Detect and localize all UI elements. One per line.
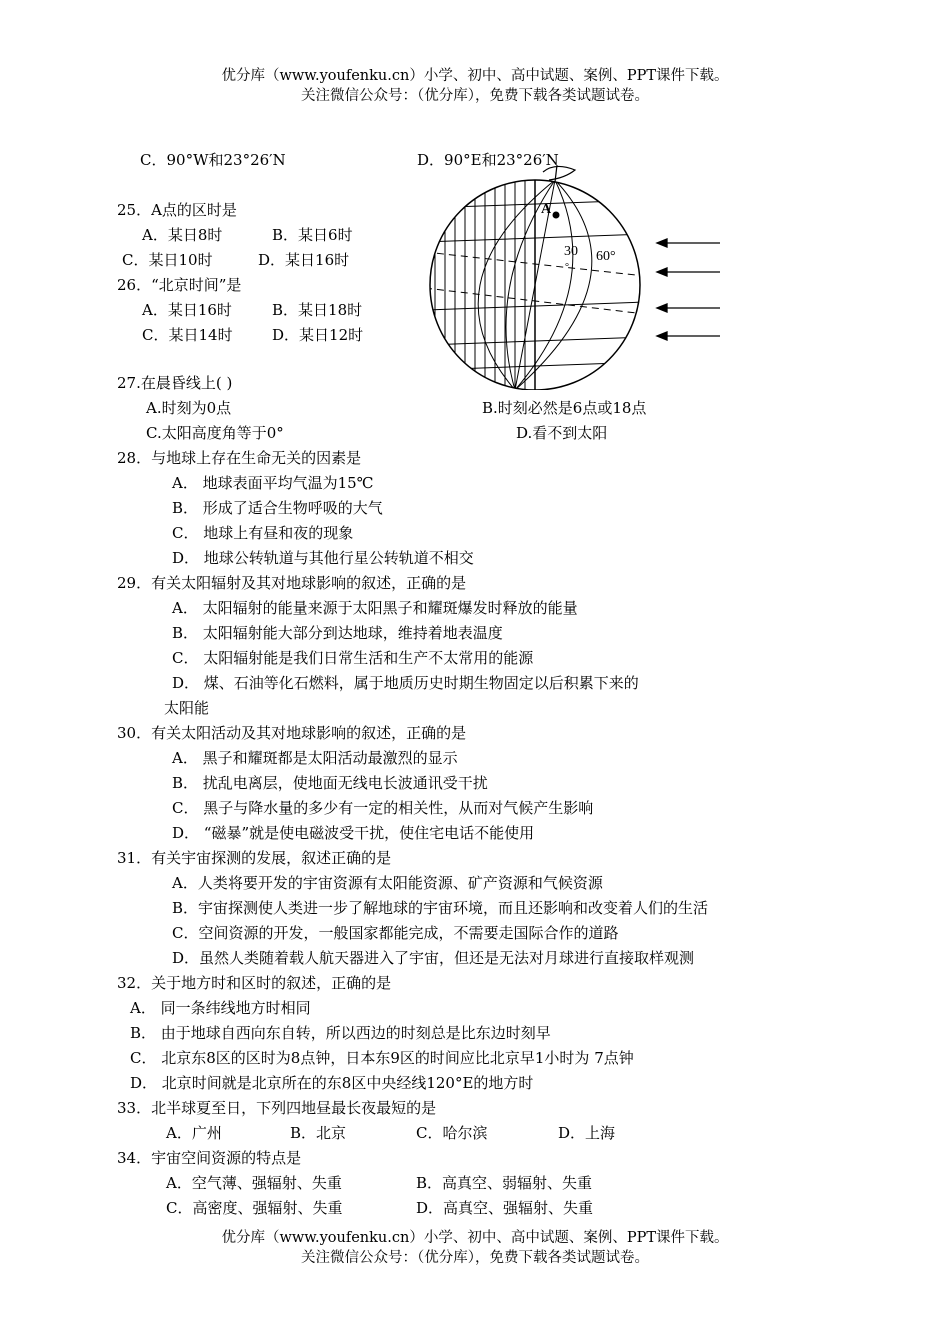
q27-option-c: C.太阳高度角等于0° — [146, 424, 284, 442]
q27-stem: 27.在晨昏线上( ) — [117, 374, 233, 392]
q32-stem: 32．关于地方时和区时的叙述，正确的是 — [117, 974, 392, 992]
q29-option-b: B． 太阳辐射能大部分到达地球，维持着地表温度 — [172, 624, 503, 642]
q29-option-c: C． 太阳辐射能是我们日常生活和生产不太常用的能源 — [172, 649, 534, 667]
q26-stem: 26．“北京时间”是 — [117, 276, 242, 294]
q30-option-c: C． 黑子与降水量的多少有一定的相关性，从而对气候产生影响 — [172, 799, 594, 817]
point-a-label: A — [541, 202, 552, 217]
q25-option-d: D．某日16时 — [258, 251, 350, 269]
rotation-arrow — [543, 166, 575, 180]
q29-stem: 29．有关太阳辐射及其对地球影响的叙述，正确的是 — [117, 574, 467, 592]
q26-option-c: C．某日14时 — [142, 326, 233, 344]
q26-option-b: B．某日18时 — [272, 301, 363, 319]
q32-option-d: D． 北京时间就是北京所在的东8区中央经线120°E的地方时 — [130, 1074, 534, 1092]
q31-option-c: C．空间资源的开发，一般国家都能完成，不需要走国际合作的道路 — [172, 924, 619, 942]
q34-option-b: B．高真空、弱辐射、失重 — [416, 1174, 593, 1192]
q32-option-b: B． 由于地球自西向东自转，所以西边的时刻总是比东边时刻早 — [130, 1024, 551, 1042]
q28-option-c: C． 地球上有昼和夜的现象 — [172, 524, 354, 542]
q29-option-d-cont: 太阳能 — [164, 699, 210, 717]
q30-stem: 30．有关太阳活动及其对地球影响的叙述，正确的是 — [117, 724, 467, 742]
q33-stem: 33．北半球夏至日，下列四地昼最长夜最短的是 — [117, 1099, 437, 1117]
q30-option-a: A． 黑子和耀斑都是太阳活动最激烈的显示 — [172, 749, 458, 767]
q33-option-c: C．哈尔滨 — [416, 1124, 488, 1142]
header-line-1: 优分库（www.youfenku.cn）小学、初中、高中试题、案例、PPT课件下载。 — [221, 68, 729, 84]
q31-option-a: A．人类将要开发的宇宙资源有太阳能资源、矿产资源和气候资源 — [172, 874, 603, 892]
q27-option-b: B.时刻必然是6点或18点 — [482, 399, 647, 417]
q34-option-d: D．高真空、强辐射、失重 — [416, 1199, 594, 1217]
q30-option-b: B． 扰乱电离层，使地面无线电长波通讯受干扰 — [172, 774, 488, 792]
q34-option-a: A．空气薄、强辐射、失重 — [166, 1174, 342, 1192]
q25-stem: 25．A点的区时是 — [117, 201, 237, 219]
q26-option-d: D．某日12时 — [272, 326, 364, 344]
q26-option-a: A．某日16时 — [142, 301, 232, 319]
q29-option-a: A． 太阳辐射的能量来源于太阳黑子和耀斑爆发时释放的能量 — [172, 599, 578, 617]
q32-option-c: C． 北京东8区的区时为8点钟，日本东9区的时间应比北京早1小时为 7点钟 — [130, 1049, 634, 1067]
q28-stem: 28．与地球上存在生命无关的因素是 — [117, 449, 362, 467]
q33-option-b: B．北京 — [290, 1124, 347, 1142]
q24-option-c: C．90°W和23°26′N — [140, 151, 286, 169]
header-line-2: 关注微信公众号：（优分库），免费下载各类试题试卷。 — [301, 88, 649, 104]
sunlight-arrows — [657, 239, 720, 340]
q31-option-d: D．虽然人类随着载人航天器进入了宇宙，但还是无法对月球进行直接取样观测 — [172, 949, 695, 967]
q34-option-c: C．高密度、强辐射、失重 — [166, 1199, 343, 1217]
lat-label-30-degree: ° — [565, 262, 569, 273]
lat-label-30: 30 — [564, 244, 578, 259]
q24-option-d: D．90°E和23°26′N — [417, 151, 559, 169]
footer-line-2: 关注微信公众号：（优分库），免费下载各类试题试卷。 — [301, 1250, 649, 1266]
q33-option-a: A．广州 — [166, 1124, 222, 1142]
globe-figure — [425, 160, 735, 390]
q33-option-d: D．上海 — [558, 1124, 616, 1142]
q34-stem: 34．宇宙空间资源的特点是 — [117, 1149, 302, 1167]
q25-option-c: C．某日10时 — [122, 251, 213, 269]
q25-option-b: B．某日6时 — [272, 226, 353, 244]
q27-option-a: A.时刻为0点 — [146, 399, 232, 417]
q25-option-a: A．某日8时 — [142, 226, 223, 244]
q28-option-a: A． 地球表面平均气温为15℃ — [172, 474, 374, 492]
q31-option-b: B．宇宙探测使人类进一步了解地球的宇宙环境，而且还影响和改变着人们的生活 — [172, 899, 709, 917]
point-a-marker — [553, 212, 560, 219]
q31-stem: 31．有关宇宙探测的发展，叙述正确的是 — [117, 849, 392, 867]
q28-option-d: D． 地球公转轨道与其他行星公转轨道不相交 — [172, 549, 474, 567]
lat-label-60: 60° — [596, 249, 616, 264]
q32-option-a: A． 同一条纬线地方时相同 — [130, 999, 311, 1017]
q27-option-d: D.看不到太阳 — [516, 424, 608, 442]
q29-option-d: D． 煤、石油等化石燃料，属于地质历史时期生物固定以后积累下来的 — [172, 674, 639, 692]
footer-line-1: 优分库（www.youfenku.cn）小学、初中、高中试题、案例、PPT课件下载。 — [221, 1230, 729, 1246]
q28-option-b: B． 形成了适合生物呼吸的大气 — [172, 499, 383, 517]
q30-option-d: D． “磁暴”就是使电磁波受干扰，使住宅电话不能使用 — [172, 824, 535, 842]
